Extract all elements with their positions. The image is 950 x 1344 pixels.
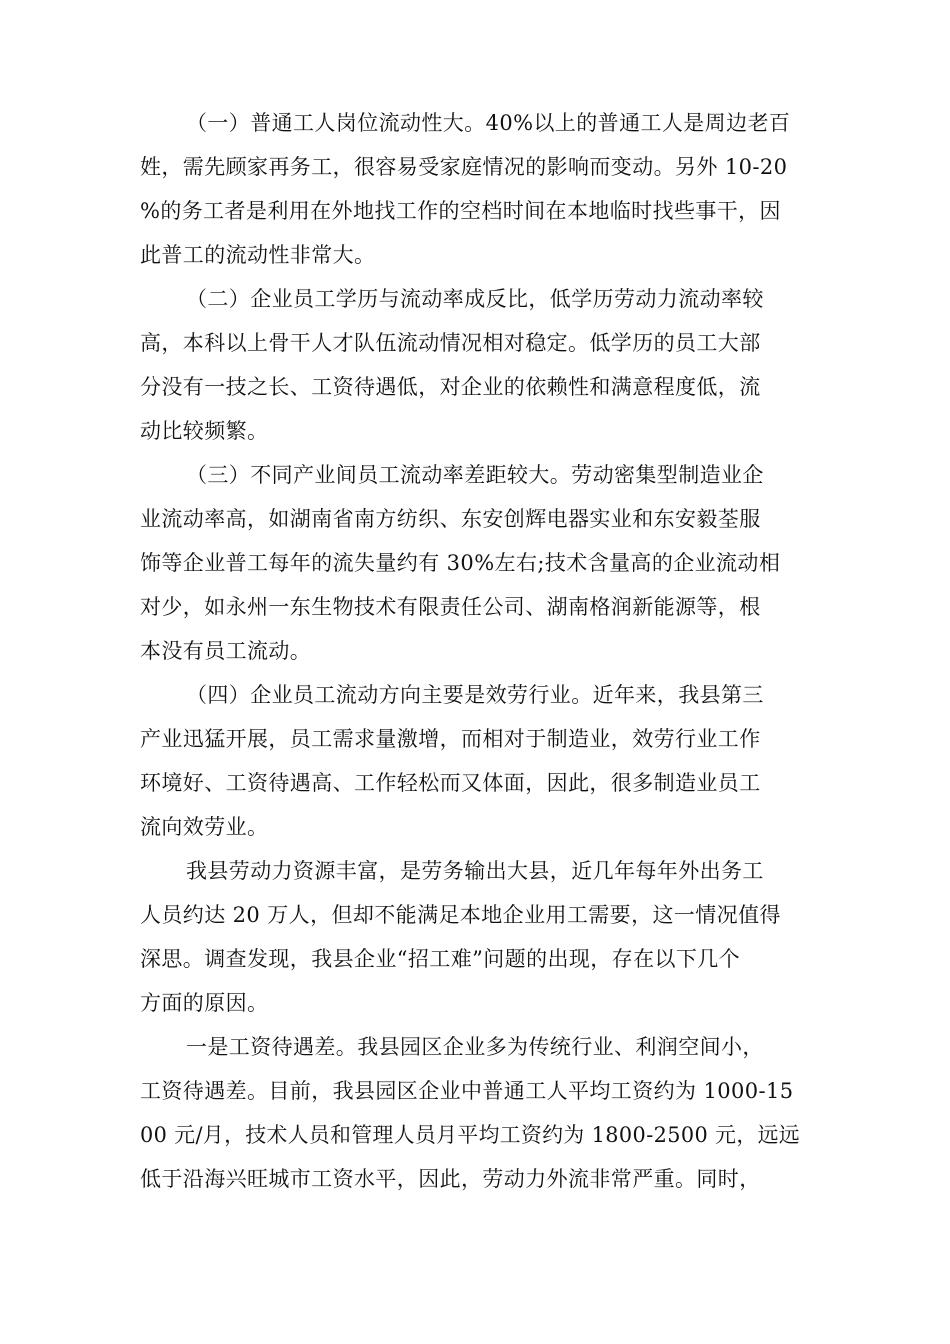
- paragraph-line: 深思。调查发现，我县企业“招工难”问题的出现，存在以下几个: [140, 947, 741, 971]
- paragraph-line: （四）企业员工流动方向主要是效劳行业。近年来，我县第三: [186, 683, 764, 707]
- paragraph-line: 分没有一技之长、工资待遇低，对企业的依赖性和满意程度低，流: [140, 375, 761, 399]
- paragraph-line: 我县劳动力资源丰富，是劳务输出大县，近几年每年外出务工: [186, 859, 764, 883]
- paragraph-line: 高，本科以上骨干人才队伍流动情况相对稳定。低学历的员工大部: [140, 331, 761, 355]
- paragraph-line: 环境好、工资待遇高、工作轻松而又体面，因此，很多制造业员工: [140, 771, 761, 795]
- paragraph-line: 工资待遇差。目前，我县园区企业中普通工人平均工资约为 1000-15: [140, 1079, 794, 1103]
- paragraph-line: %的务工者是利用在外地找工作的空档时间在本地临时找些事干，因: [140, 199, 781, 223]
- paragraph-line: 对少，如永州一东生物技术有限责任公司、湖南格润新能源等，根: [140, 595, 761, 619]
- paragraph-line: 00 元/月，技术人员和管理人员月平均工资约为 1800-2500 元，远远: [140, 1123, 801, 1147]
- paragraph-line: 本没有员工流动。: [140, 639, 312, 663]
- paragraph-line: （三）不同产业间员工流动率差距较大。劳动密集型制造业企: [186, 463, 764, 487]
- paragraph-line: 人员约达 20 万人，但却不能满足本地企业用工需要，这一情况值得: [140, 903, 781, 927]
- paragraph-line: 业流动率高，如湖南省南方纺织、东安创辉电器实业和东安毅荃服: [140, 507, 761, 531]
- paragraph-line: （二）企业员工学历与流动率成反比，低学历劳动力流动率较: [186, 287, 764, 311]
- paragraph-line: （一）普通工人岗位流动性大。40%以上的普通工人是周边老百: [186, 111, 791, 135]
- paragraph-line: 姓，需先顾家再务工，很容易受家庭情况的影响而变动。另外 10-20: [140, 155, 788, 179]
- paragraph-line: 流向效劳业。: [140, 815, 269, 839]
- paragraph-line: 一是工资待遇差。我县园区企业多为传统行业、利润空间小，: [186, 1035, 764, 1059]
- paragraph-line: 产业迅猛开展，员工需求量激增，而相对于制造业，效劳行业工作: [140, 727, 761, 751]
- paragraph-line: 饰等企业普工每年的流失量约有 30%左右;技术含量高的企业流动相: [140, 551, 781, 575]
- paragraph-line: 动比较频繁。: [140, 419, 269, 443]
- paragraph-line: 方面的原因。: [140, 991, 269, 1015]
- paragraph-line: 此普工的流动性非常大。: [140, 243, 376, 267]
- paragraph-line: 低于沿海兴旺城市工资水平，因此，劳动力外流非常严重。同时，: [140, 1167, 761, 1191]
